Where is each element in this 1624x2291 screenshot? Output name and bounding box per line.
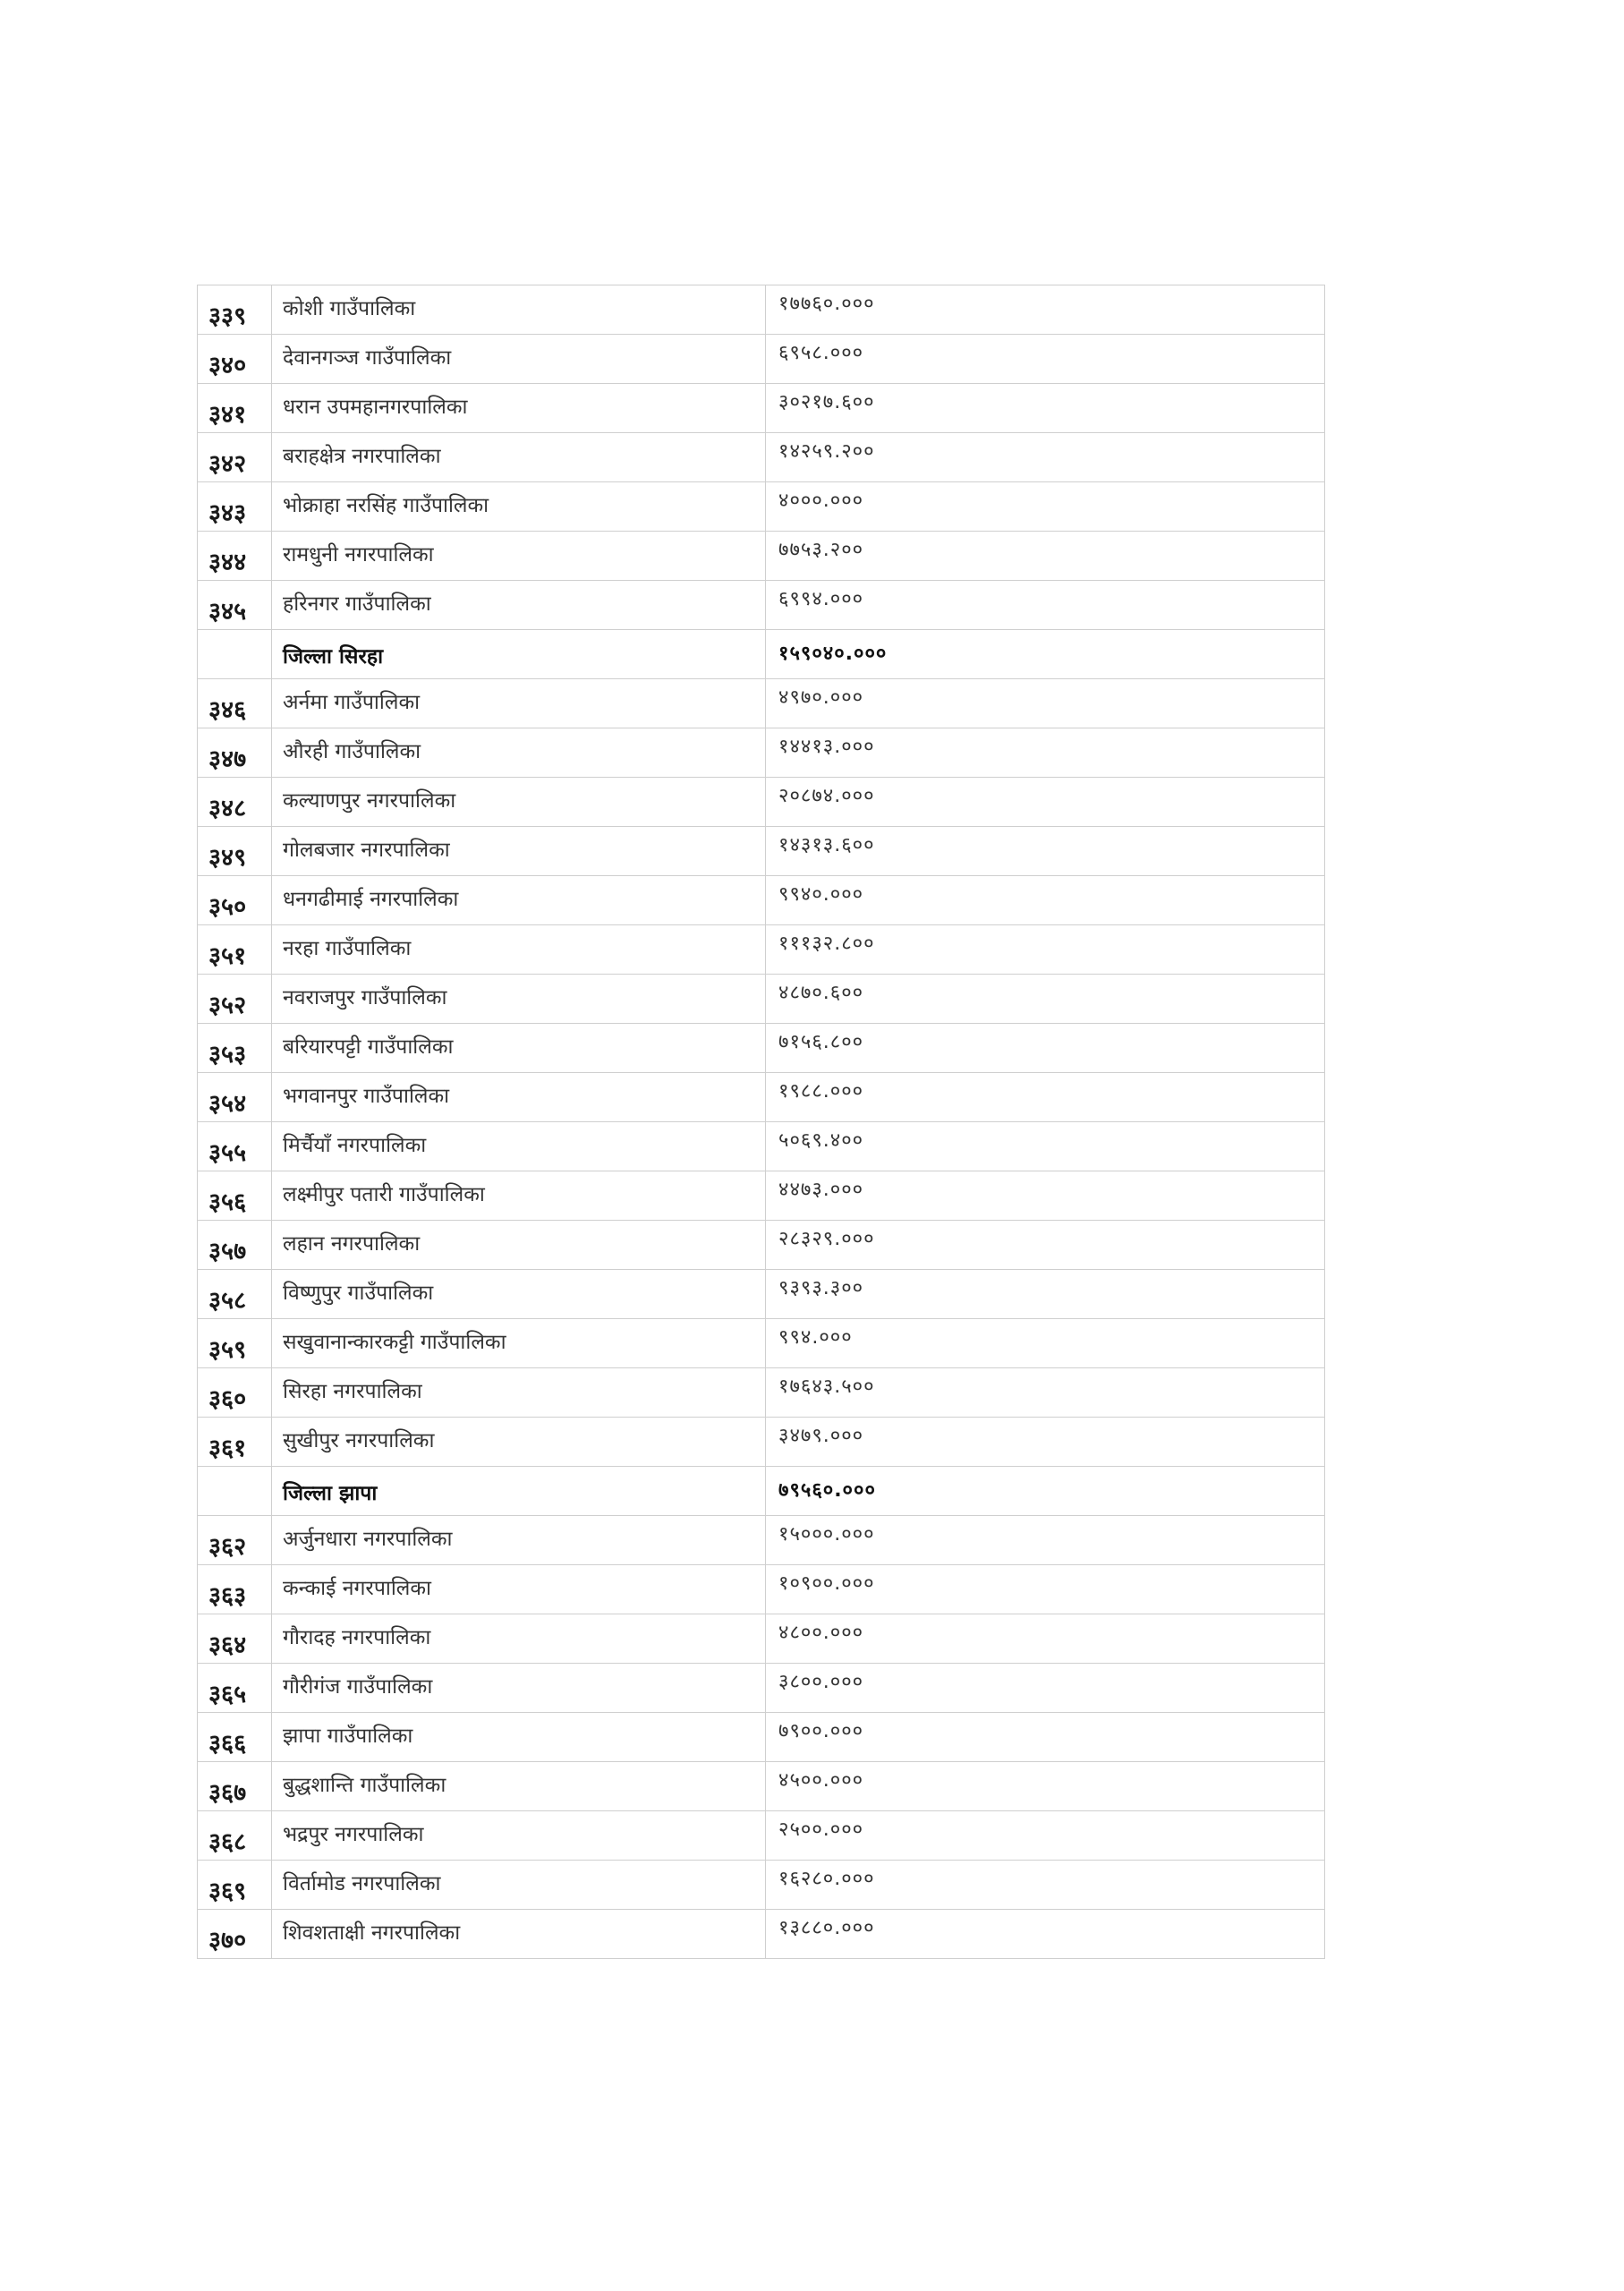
serial-number: ३५७ xyxy=(208,1238,247,1265)
serial-number: ३४४ xyxy=(208,549,247,576)
allocation-value: १११३२.८०० xyxy=(778,933,875,955)
table-row xyxy=(198,778,1325,827)
municipality-name-cell xyxy=(272,728,766,778)
municipality-name: सिरहा नगरपालिका xyxy=(283,1380,422,1403)
municipality-name-cell xyxy=(272,1910,766,1959)
municipality-name: धरान उपमहानगरपालिका xyxy=(283,396,468,419)
municipality-name-cell xyxy=(272,1861,766,1910)
table-row xyxy=(198,1516,1325,1565)
municipality-name-cell xyxy=(272,1713,766,1762)
serial-number-cell xyxy=(198,876,272,925)
municipality-name: गोलबजार नगरपालिका xyxy=(283,839,450,862)
serial-number: ३३९ xyxy=(208,302,247,330)
allocation-value: १७७६०.००० xyxy=(778,293,875,315)
serial-number-cell xyxy=(198,827,272,876)
municipality-name-cell xyxy=(272,778,766,827)
municipality-name: धनगढीमाई नगरपालिका xyxy=(283,888,459,911)
municipality-name: अर्जुनधारा नगरपालिका xyxy=(283,1528,453,1551)
allocation-value: १९८८.००० xyxy=(778,1080,864,1103)
allocation-value: १६२८०.००० xyxy=(778,1868,875,1890)
table-row xyxy=(198,1910,1325,1959)
allocation-value-cell xyxy=(766,728,1325,778)
district-total-value-cell xyxy=(766,630,1325,679)
serial-number-cell xyxy=(198,1122,272,1171)
municipality-name: नरहा गाउँपालिका xyxy=(283,937,412,960)
municipality-name: भद्रपुर नगरपालिका xyxy=(283,1823,424,1846)
municipality-name-cell xyxy=(272,285,766,335)
serial-number-cell xyxy=(198,630,272,679)
allocation-value-cell xyxy=(766,1614,1325,1664)
municipality-name: गौरीगंज गाउँपालिका xyxy=(283,1675,433,1699)
municipality-name-cell xyxy=(272,384,766,433)
municipality-name-cell xyxy=(272,581,766,630)
table-row xyxy=(198,827,1325,876)
serial-number: ३४२ xyxy=(208,450,247,478)
serial-number: ३४१ xyxy=(208,401,247,429)
allocation-value-cell xyxy=(766,1664,1325,1713)
allocation-value: ३४७९.००० xyxy=(778,1425,864,1447)
serial-number: ३५० xyxy=(208,893,247,921)
municipality-name: देवानगञ्ज गाउँपालिका xyxy=(283,346,452,370)
table-row xyxy=(198,335,1325,384)
allocation-value-cell xyxy=(766,1565,1325,1614)
serial-number-cell xyxy=(198,1073,272,1122)
table-row xyxy=(198,1122,1325,1171)
allocation-value-cell xyxy=(766,532,1325,581)
table-row xyxy=(198,1713,1325,1762)
serial-number-cell xyxy=(198,925,272,975)
district-total-value: १५९०४०.००० xyxy=(778,643,888,665)
allocation-value: ७१५६.८०० xyxy=(778,1031,864,1053)
allocation-value-cell xyxy=(766,1221,1325,1270)
municipality-name: औरही गाउँपालिका xyxy=(283,740,421,763)
serial-number-cell xyxy=(198,679,272,728)
municipality-name: बुद्धशान्ति गाउँपालिका xyxy=(283,1774,446,1797)
municipality-name: भगवानपुर गाउँपालिका xyxy=(283,1085,450,1108)
serial-number: ३५९ xyxy=(208,1336,247,1364)
serial-number-cell xyxy=(198,1565,272,1614)
municipality-name-cell xyxy=(272,1664,766,1713)
table-row xyxy=(198,384,1325,433)
serial-number: ३५२ xyxy=(208,992,247,1019)
allocation-value: २८३२९.००० xyxy=(778,1228,875,1250)
serial-number-cell xyxy=(198,1614,272,1664)
serial-number-cell xyxy=(198,1713,272,1762)
allocation-value-cell xyxy=(766,1418,1325,1467)
allocation-value-cell xyxy=(766,433,1325,482)
table-row xyxy=(198,581,1325,630)
district-name: जिल्ला झापा xyxy=(283,1481,378,1505)
serial-number-cell xyxy=(198,1467,272,1516)
municipality-name: हरिनगर गाउँपालिका xyxy=(283,592,431,616)
allocation-value: ४०००.००० xyxy=(778,490,864,512)
municipality-name-cell xyxy=(272,1418,766,1467)
district-name-cell xyxy=(272,630,766,679)
allocation-value-cell xyxy=(766,1024,1325,1073)
municipality-name: मिर्चैयाँ नगरपालिका xyxy=(283,1134,427,1157)
serial-number: ३५५ xyxy=(208,1139,247,1167)
serial-number: ३६४ xyxy=(208,1631,247,1659)
allocation-value-cell xyxy=(766,1861,1325,1910)
table-row xyxy=(198,876,1325,925)
table-row xyxy=(198,1614,1325,1664)
municipality-name-cell xyxy=(272,1270,766,1319)
allocation-value: ९३९३.३०० xyxy=(778,1277,864,1299)
serial-number-cell xyxy=(198,1171,272,1221)
serial-number: ३४९ xyxy=(208,844,247,872)
serial-number: ३६६ xyxy=(208,1730,247,1758)
allocation-value-cell xyxy=(766,876,1325,925)
municipality-name-cell xyxy=(272,433,766,482)
municipality-name: कन्काई नगरपालिका xyxy=(283,1577,432,1600)
table-row xyxy=(198,532,1325,581)
serial-number: ३५४ xyxy=(208,1090,247,1118)
district-total-row xyxy=(198,630,1325,679)
allocation-value: १४२५९.२०० xyxy=(778,440,875,463)
municipality-name-cell xyxy=(272,532,766,581)
serial-number-cell xyxy=(198,1910,272,1959)
allocation-value-cell xyxy=(766,1319,1325,1368)
serial-number-cell xyxy=(198,1221,272,1270)
municipality-name-cell xyxy=(272,1516,766,1565)
municipality-name: विष्णुपुर गाउँपालिका xyxy=(283,1282,434,1305)
district-total-value: ७९५६०.००० xyxy=(778,1479,876,1502)
serial-number xyxy=(198,1467,271,1479)
table-row xyxy=(198,482,1325,532)
serial-number: ३७० xyxy=(208,1927,247,1955)
serial-number-cell xyxy=(198,433,272,482)
table-row xyxy=(198,975,1325,1024)
table-row xyxy=(198,1270,1325,1319)
table-row xyxy=(198,1171,1325,1221)
municipality-name: भोक्राहा नरसिंह गाउँपालिका xyxy=(283,494,489,517)
table-row xyxy=(198,1811,1325,1861)
municipality-name: सखुवानान्कारकट्टी गाउँपालिका xyxy=(283,1331,506,1354)
municipality-name-cell xyxy=(272,925,766,975)
serial-number-cell xyxy=(198,1664,272,1713)
table-row xyxy=(198,679,1325,728)
serial-number: ३६२ xyxy=(208,1533,247,1561)
allocation-table xyxy=(197,285,1325,1959)
serial-number-cell xyxy=(198,1270,272,1319)
serial-number-cell xyxy=(198,975,272,1024)
table-row xyxy=(198,1368,1325,1418)
allocation-value-cell xyxy=(766,1368,1325,1418)
municipality-name-cell xyxy=(272,975,766,1024)
allocation-value: २०८७४.००० xyxy=(778,785,875,807)
municipality-name-cell xyxy=(272,679,766,728)
municipality-name-cell xyxy=(272,1614,766,1664)
allocation-value: १७६४३.५०० xyxy=(778,1375,875,1398)
serial-number: ३४५ xyxy=(208,598,247,626)
allocation-value: ६९९४.००० xyxy=(778,588,864,610)
table-row xyxy=(198,1861,1325,1910)
serial-number-cell xyxy=(198,1811,272,1861)
table-row xyxy=(198,1221,1325,1270)
table-row xyxy=(198,433,1325,482)
municipality-name: झापा गाउँपालिका xyxy=(283,1725,413,1748)
municipality-name-cell xyxy=(272,827,766,876)
serial-number xyxy=(198,630,271,643)
serial-number-cell xyxy=(198,482,272,532)
allocation-value-cell xyxy=(766,335,1325,384)
allocation-value-cell xyxy=(766,384,1325,433)
serial-number-cell xyxy=(198,1368,272,1418)
allocation-value-cell xyxy=(766,1122,1325,1171)
serial-number-cell xyxy=(198,1319,272,1368)
municipality-name: नवराजपुर गाउँपालिका xyxy=(283,986,447,1009)
table-row xyxy=(198,1319,1325,1368)
municipality-name: गौरादह नगरपालिका xyxy=(283,1626,431,1649)
allocation-value: ४४७३.००० xyxy=(778,1179,864,1201)
serial-number: ३४३ xyxy=(208,499,247,527)
serial-number-cell xyxy=(198,285,272,335)
serial-number: ३६० xyxy=(208,1385,247,1413)
municipality-name-cell xyxy=(272,1762,766,1811)
allocation-value: १४४१३.००० xyxy=(778,736,875,758)
serial-number-cell xyxy=(198,1024,272,1073)
serial-number: ३६९ xyxy=(208,1878,247,1905)
municipality-name: शिवशताक्षी नगरपालिका xyxy=(283,1921,461,1945)
municipality-name-cell xyxy=(272,1368,766,1418)
serial-number-cell xyxy=(198,581,272,630)
allocation-value-cell xyxy=(766,285,1325,335)
allocation-value: ४५००.००० xyxy=(778,1769,864,1792)
table-body xyxy=(198,285,1325,1959)
table-row xyxy=(198,1073,1325,1122)
allocation-value-cell xyxy=(766,1171,1325,1221)
table-row xyxy=(198,1664,1325,1713)
serial-number-cell xyxy=(198,728,272,778)
table-row xyxy=(198,1418,1325,1467)
table-row xyxy=(198,925,1325,975)
allocation-value-cell xyxy=(766,581,1325,630)
municipality-name: सुखीपुर नगरपालिका xyxy=(283,1429,435,1452)
serial-number-cell xyxy=(198,384,272,433)
allocation-value-cell xyxy=(766,1073,1325,1122)
municipality-name-cell xyxy=(272,876,766,925)
allocation-value-cell xyxy=(766,975,1325,1024)
allocation-value: ३८००.००० xyxy=(778,1671,864,1693)
serial-number-cell xyxy=(198,1516,272,1565)
district-total-row xyxy=(198,1467,1325,1516)
serial-number: ३५१ xyxy=(208,942,247,970)
municipality-name-cell xyxy=(272,1122,766,1171)
district-total-value-cell xyxy=(766,1467,1325,1516)
municipality-name: कोशी गाउँपालिका xyxy=(283,297,416,320)
municipality-name-cell xyxy=(272,335,766,384)
municipality-name: अर्नमा गाउँपालिका xyxy=(283,691,421,714)
allocation-value: ७७५३.२०० xyxy=(778,539,864,561)
table-row xyxy=(198,1565,1325,1614)
serial-number: ३६१ xyxy=(208,1435,247,1462)
municipality-name-cell xyxy=(272,1024,766,1073)
district-name: जिल्ला सिरहा xyxy=(283,644,384,669)
allocation-value-cell xyxy=(766,679,1325,728)
municipality-name: कल्याणपुर नगरपालिका xyxy=(283,789,456,813)
allocation-value-cell xyxy=(766,827,1325,876)
serial-number: ३६५ xyxy=(208,1681,247,1708)
allocation-value-cell xyxy=(766,1910,1325,1959)
serial-number: ३४० xyxy=(208,352,247,379)
serial-number-cell xyxy=(198,532,272,581)
allocation-value-cell xyxy=(766,1713,1325,1762)
serial-number-cell xyxy=(198,778,272,827)
municipality-name-cell xyxy=(272,1565,766,1614)
allocation-value-cell xyxy=(766,1270,1325,1319)
municipality-name-cell xyxy=(272,1221,766,1270)
table-row xyxy=(198,728,1325,778)
serial-number: ३६७ xyxy=(208,1779,247,1807)
municipality-name-cell xyxy=(272,1811,766,1861)
allocation-value: ९९४०.००० xyxy=(778,883,864,906)
district-name-cell xyxy=(272,1467,766,1516)
allocation-value: ६९५८.००० xyxy=(778,342,864,364)
allocation-value: २५००.००० xyxy=(778,1818,864,1841)
serial-number: ३४८ xyxy=(208,795,247,822)
municipality-name-cell xyxy=(272,482,766,532)
allocation-value: ५०६९.४०० xyxy=(778,1129,864,1152)
allocation-value: १४३१३.६०० xyxy=(778,834,875,856)
serial-number: ३५६ xyxy=(208,1188,247,1216)
allocation-value-cell xyxy=(766,1516,1325,1565)
serial-number: ३५८ xyxy=(208,1287,247,1315)
municipality-name: लक्ष्मीपुर पतारी गाउँपालिका xyxy=(283,1183,485,1206)
allocation-value: ७९००.००० xyxy=(778,1720,864,1742)
allocation-value: १३८८०.००० xyxy=(778,1917,875,1939)
table-row xyxy=(198,1024,1325,1073)
municipality-name-cell xyxy=(272,1319,766,1368)
municipality-name: बराहक्षेत्र नगरपालिका xyxy=(283,445,441,468)
municipality-name: बरियारपट्टी गाउँपालिका xyxy=(283,1035,454,1059)
allocation-value-cell xyxy=(766,482,1325,532)
serial-number-cell xyxy=(198,1861,272,1910)
allocation-value-cell xyxy=(766,778,1325,827)
serial-number-cell xyxy=(198,1418,272,1467)
allocation-value: ९९४.००० xyxy=(778,1326,853,1349)
allocation-value: ४८७०.६०० xyxy=(778,982,864,1004)
municipality-name-cell xyxy=(272,1073,766,1122)
serial-number: ३४६ xyxy=(208,696,247,724)
allocation-value: ४९७०.००० xyxy=(778,686,864,709)
serial-number-cell xyxy=(198,1762,272,1811)
serial-number-cell xyxy=(198,335,272,384)
municipality-name-cell xyxy=(272,1171,766,1221)
allocation-value-cell xyxy=(766,1811,1325,1861)
allocation-value-cell xyxy=(766,925,1325,975)
serial-number: ३५३ xyxy=(208,1041,247,1069)
table-row xyxy=(198,1762,1325,1811)
table-row xyxy=(198,285,1325,335)
serial-number: ३४७ xyxy=(208,745,247,773)
allocation-value-cell xyxy=(766,1762,1325,1811)
serial-number: ३६३ xyxy=(208,1582,247,1610)
allocation-value: ४८००.००० xyxy=(778,1622,864,1644)
allocation-value: १५०००.००० xyxy=(778,1523,875,1546)
allocation-value: १०९००.००० xyxy=(778,1572,875,1595)
serial-number: ३६८ xyxy=(208,1828,247,1856)
municipality-name: रामधुनी नगरपालिका xyxy=(283,543,434,566)
municipality-name: विर्तामोड नगरपालिका xyxy=(283,1872,441,1895)
allocation-value: ३०२१७.६०० xyxy=(778,391,875,413)
municipality-name: लहान नगरपालिका xyxy=(283,1232,421,1256)
